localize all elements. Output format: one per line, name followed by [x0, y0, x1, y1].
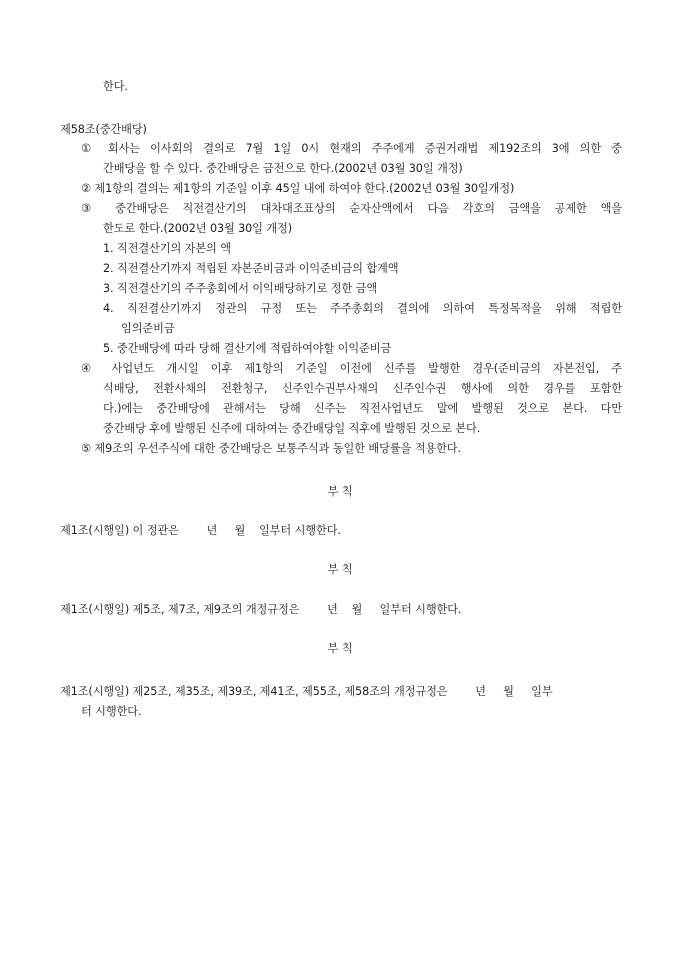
addendum-2-text: 제1조(시행일) 제5조, 제7조, 제9조의 개정규정은 년 월 일부터 시행한다. — [60, 603, 462, 616]
article-58-para-4-line-2: 식배당, 전환사채의 전환청구, 신주인수권부사채의 신주인수권 행사에 의한 경우를 포함한 — [103, 382, 622, 395]
list-item-4-line-2: 임의준비금 — [121, 322, 175, 335]
article-58-para-5: ⑤ 제9조의 우선주식에 대한 중간배당은 보통주식과 동일한 배당률을 적용한다. — [81, 442, 461, 455]
addendum-2-heading: 부 칙 — [327, 563, 353, 576]
article-58-para-4-line-4: 중간배당 후에 발행된 신주에 대하여는 중간배당일 직후에 발행된 것으로 본다. — [103, 422, 481, 435]
article-58-para-4-line-1: ④ 사업년도 개시일 이후 제1항의 기준일 이전에 신주를 발행한 경우(준비금의 자본전입, 주 — [81, 362, 622, 375]
article-58-para-3-line-2: 한도로 한다.(2002년 03월 30일 개정) — [103, 222, 293, 235]
addendum-3-heading: 부 칙 — [327, 642, 353, 655]
article-58-para-1-line-2: 간배당을 할 수 있다. 중간배당은 금전으로 한다.(2002년 03월 30일 개정) — [103, 162, 463, 175]
continuation-text: 한다. — [103, 80, 128, 93]
article-58-para-3-line-1: ③ 중간배당은 직전결산기의 대차대조표상의 순자산액에서 다음 각호의 금액을 공제한 액을 — [81, 202, 622, 215]
list-item-4-line-1: 4. 직전결산기까지 정관의 규정 또는 주주총회의 결의에 의하여 특정목적을 위해 적립한 — [103, 302, 622, 315]
article-58-para-4-line-3: 다.)에는 중간배당에 관해서는 당해 신주는 직전사업년도 말에 발행된 것으로 본다. 다만 — [103, 402, 622, 415]
list-item-2: 2. 직전결산기까지 적립된 자본준비금과 이익준비금의 합계액 — [103, 262, 399, 275]
article-58-para-2: ② 제1항의 결의는 제1항의 기준일 이후 45일 내에 하여야 한다.(2002년 03월 30일개정) — [81, 182, 515, 195]
addendum-3-text-line-2: 터 시행한다. — [81, 705, 142, 718]
addendum-1-text: 제1조(시행일) 이 정관은 년 월 일부터 시행한다. — [60, 524, 341, 537]
article-58-para-1-line-1: ① 회사는 이사회의 결의로 7월 1일 0시 현재의 주주에게 증권거래법 제192조의 3에 의한 중 — [81, 142, 622, 155]
article-58-title: 제58조(중간배당) — [60, 123, 147, 136]
addendum-1-heading: 부 칙 — [327, 485, 353, 498]
list-item-1: 1. 직전결산기의 자본의 액 — [103, 242, 231, 255]
list-item-5: 5. 중간배당에 따라 당해 결산기에 적립하여야할 이익준비금 — [103, 342, 392, 355]
addendum-3-text-line-1: 제1조(시행일) 제25조, 제35조, 제39조, 제41조, 제55조, 제58조의 개정규정은 년 월 일부 — [60, 685, 553, 698]
list-item-3: 3. 직전결산기의 주주총회에서 이익배당하기로 정한 금액 — [103, 282, 378, 295]
